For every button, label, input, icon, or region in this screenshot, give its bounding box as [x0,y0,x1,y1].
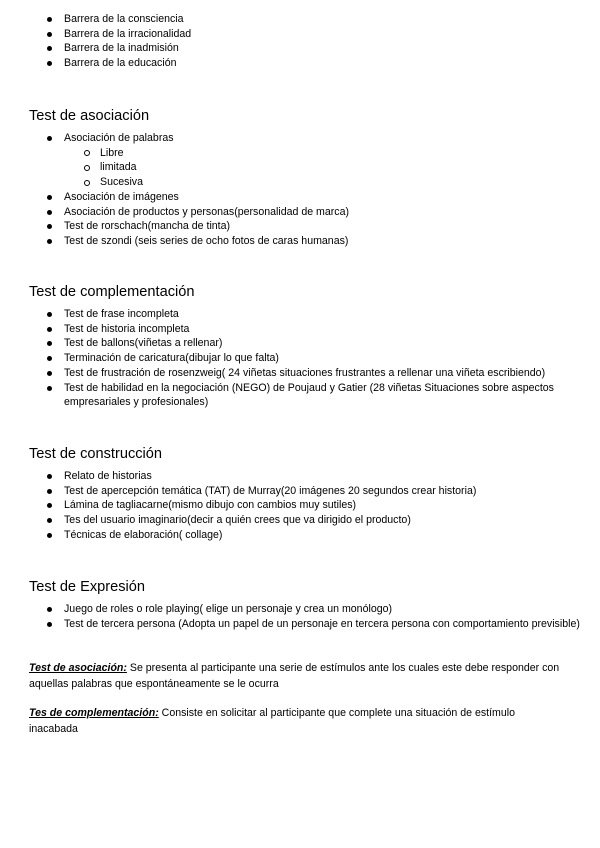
list-item: Técnicas de elaboración( collage) [0,528,600,543]
intro-list [0,12,600,71]
list-item: Test de apercepción temática (TAT) de Murray(20 imágenes 20 segundos crear historia) [0,484,600,499]
definition-paragraph [0,661,600,693]
intro-block [0,12,600,71]
section-list [0,307,600,410]
section-asociacion [0,107,600,249]
section-heading: Test de construcción [29,446,163,462]
list-item-text: Asociación de palabras [64,132,174,144]
list-item: Terminación de caricatura(dibujar lo que falta) [0,351,600,366]
list-item: Barrera de la educación [0,56,600,71]
list-item: Barrera de la irracionalidad [0,27,600,42]
list-item [0,131,600,190]
list-item: Lámina de tagliacarne(mismo dibujo con cambios muy sutiles) [0,498,600,513]
section-complementacion [0,283,600,410]
list-item: Tes del usuario imaginario(decir a quién crees que va dirigido el producto) [0,513,600,528]
definition-complementacion [0,706,600,738]
definition-paragraph [0,706,600,738]
list-item: Test de habilidad en la negociación (NEGO) de Poujaud y Gatier (28 viñetas Situaciones sobre aspectos empresariales y profesionales) [0,381,600,410]
section-heading: Test de complementación [29,284,195,300]
section-heading: Test de asociación [29,108,150,124]
section-construccion [0,445,600,543]
section-expresion [0,578,600,631]
definition-body: Se presenta al participante una serie de estímulos ante los cuales este debe responder con aquellas palabras que espontáneamente se le ocurra [29,662,560,690]
list-item: Juego de roles o role playing( elige un personaje y crea un monólogo) [0,602,600,617]
list-item: Test de frustración de rosenzweig( 24 viñetas situaciones frustrantes a rellenar una viñeta escribiendo) [0,366,600,381]
sub-list-item: Sucesiva [0,175,580,190]
definition-term: Tes de complementación: [29,707,159,719]
list-item: Relato de historias [0,469,600,484]
sub-list-item: limitada [0,160,580,175]
list-item: Test de historia incompleta [0,322,600,337]
sub-list [64,146,580,190]
section-list [0,131,600,249]
list-item: Test de frase incompleta [0,307,600,322]
list-item: Test de szondi (seis series de ocho fotos de caras humanas) [0,234,600,249]
definition-asociacion [0,661,600,693]
list-item: Asociación de imágenes [0,190,600,205]
definition-body: Consiste en solicitar al participante que complete una situación de estímulo inacabada [29,707,515,735]
list-item: Test de ballons(viñetas a rellenar) [0,336,600,351]
list-item: Asociación de productos y personas(personalidad de marca) [0,205,600,220]
section-list [0,602,600,631]
section-list [0,469,600,543]
section-heading: Test de Expresión [29,579,146,595]
list-item: Barrera de la consciencia [0,12,600,27]
sub-list-item: Libre [0,146,580,161]
list-item: Test de tercera persona (Adopta un papel de un personaje en tercera persona con comportamiento previsible) [0,617,600,632]
definition-term: Test de asociación: [29,662,127,674]
list-item: Test de rorschach(mancha de tinta) [0,219,600,234]
list-item: Barrera de la inadmisión [0,41,600,56]
